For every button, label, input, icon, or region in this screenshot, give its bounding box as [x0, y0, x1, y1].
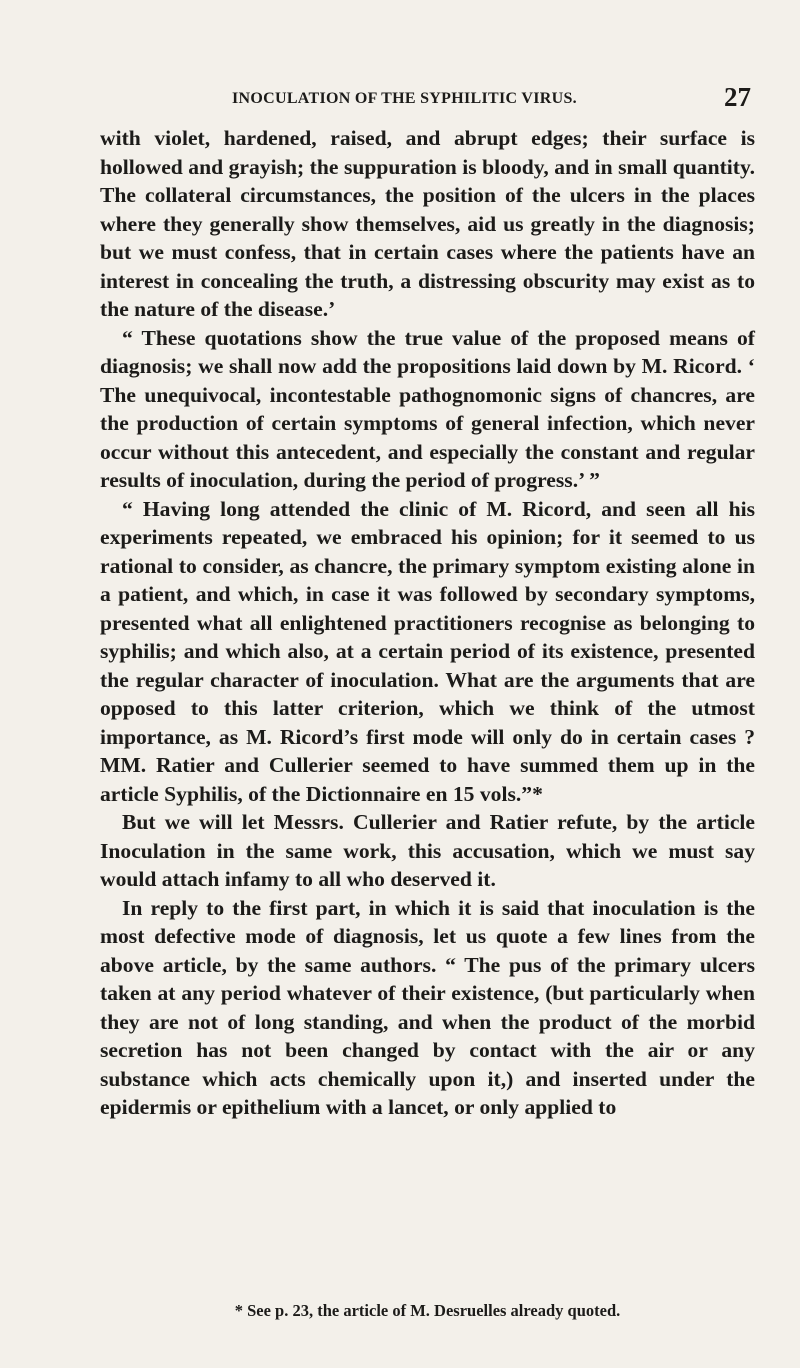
- paragraph-5: In reply to the first part, in which it is said that inoculation is the most defective mode of diagnosis, let us quote a few lines from the above article, by the same authors. “ The pus of the primary ulcers taken at any period whatever of their existence, (but particularly when they are not of long standing, and when the product of the morbid secretion has not been changed by contact with the air or any substance which acts chemically upon it,) and inserted under the epidermis or epithelium with a lancet, or only applied to: [100, 895, 755, 1119]
- paragraph-1: with violet, hardened, raised, and abrupt edges; their surface is hollowed and grayish; the suppuration is bloody, and in small quantity. The collateral circumstances, the position of the ulcers in the places where they generally show themselves, aid us greatly in the diagnosis; but we must confess, that in certain cases where the patients have an interest in concealing the truth, a distressing obscurity may exist as to the nature of the disease.’: [100, 126, 755, 321]
- page-number: 27: [724, 82, 751, 112]
- paragraph-4: But we will let Messrs. Cullerier and Ratier refute, by the article Inoculation in the same work, this accusation, which we must say would attach infamy to all who deserved it.: [100, 810, 755, 891]
- footnote: * See p. 23, the article of M. Desruelles already quoted.: [234, 1301, 621, 1320]
- body-text: [100, 124, 755, 1122]
- paragraph-2: “ These quotations show the true value of the proposed means of diagnosis; we shall now add the propositions laid down by M. Ricord. ‘ The unequivocal, incontestable pathognomonic signs of chancres, are the production of certain symptoms of general infection, which never occur without this antecedent, and especially the constant and regular results of inoculation, during the period of progress.’ ”: [100, 325, 755, 492]
- running-title: INOCULATION OF THE SYPHILITIC VIRUS.: [232, 90, 577, 107]
- paragraph-3: “ Having long attended the clinic of M. Ricord, and seen all his experiments repeated, we embraced his opinion; for it seemed to us rational to consider, as chancre, the primary symptom existing alone in a patient, and which, in case it was followed by secondary symptoms, presented what all enlightened practitioners recognise as belonging to syphilis; and which also, at a certain period of its existence, presented the regular character of inoculation. What are the arguments that are opposed to this latter criterion, which we think of the utmost importance, as M. Ricord’s first mode will only do in certain cases ? MM. Ratier and Cullerier seemed to have summed them up in the article Syphilis, of the Dictionnaire en 15 vols.”*: [100, 496, 755, 806]
- running-head: [100, 82, 755, 116]
